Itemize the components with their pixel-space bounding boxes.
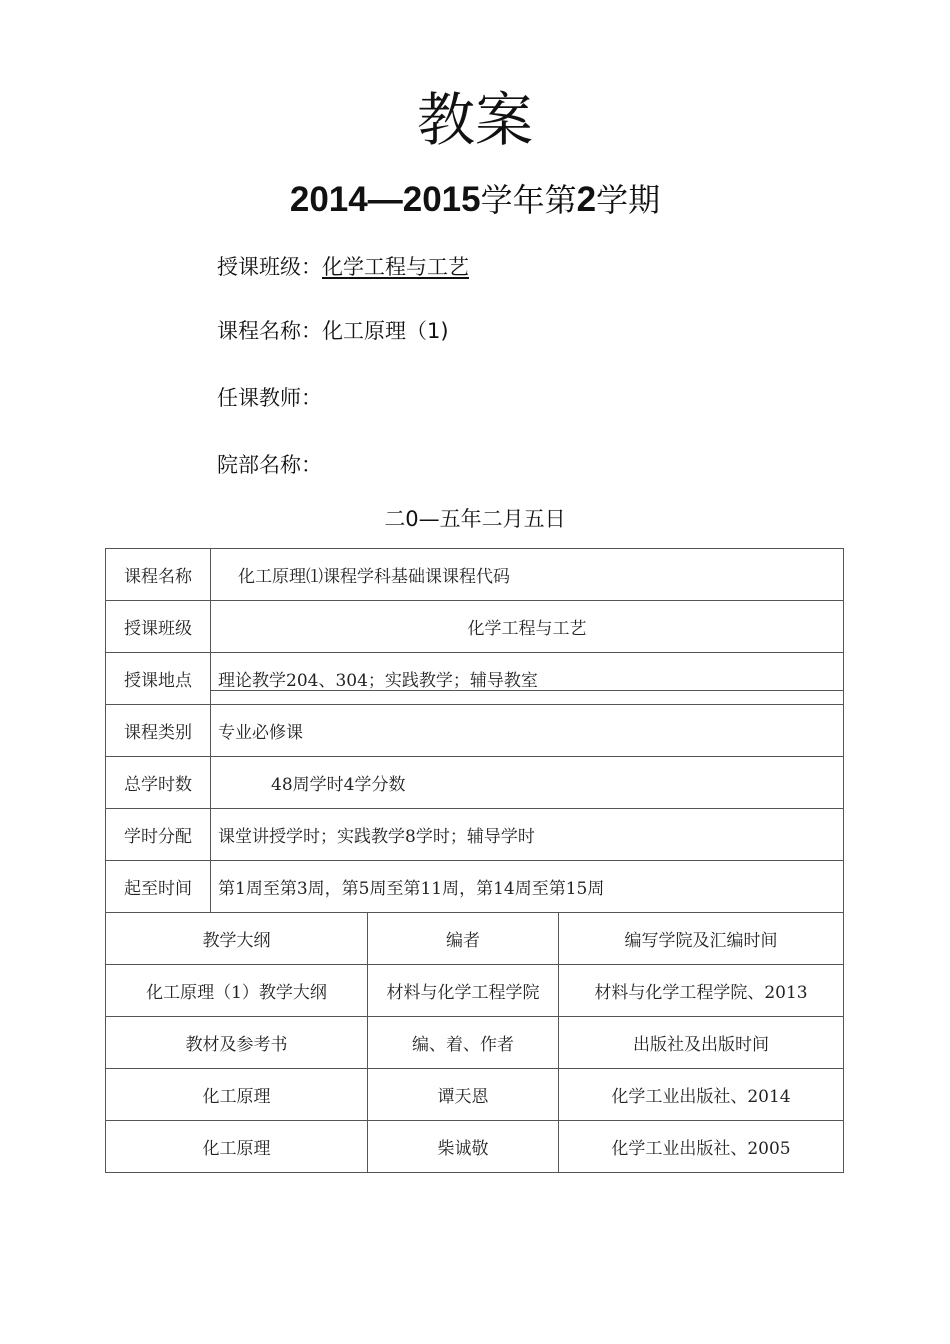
info-class-label: 授课班级： <box>217 255 322 279</box>
row-value: 专业必修课 <box>211 705 844 757</box>
table-row <box>106 549 844 601</box>
table-row <box>106 601 844 653</box>
info-teacher <box>217 383 322 413</box>
table-row <box>106 809 844 861</box>
term-text-end: 学期 <box>596 181 661 219</box>
table-cell: 化工原理 <box>106 1069 368 1121</box>
table-cell: 化学工业出版社、2005 <box>559 1121 844 1173</box>
table-header-row <box>106 1017 844 1069</box>
table-cell: 材料与化学工程学院、2013 <box>559 965 844 1017</box>
table-cell: 化工原理 <box>106 1121 368 1173</box>
info-course-label: 课程名称： <box>217 319 322 343</box>
location-text: 理论教学204、304；实践教学；辅导教室 <box>218 671 538 691</box>
row-label: 授课班级 <box>106 601 211 653</box>
document-title: 教案 <box>416 86 533 154</box>
academic-term <box>0 178 950 222</box>
info-class <box>217 252 469 282</box>
table-cell: 材料与化学工程学院 <box>368 965 559 1017</box>
row-label: 课程类别 <box>106 705 211 757</box>
column-header: 编、着、作者 <box>368 1017 559 1069</box>
term-years: 2014—2015 <box>289 180 481 219</box>
row-label: 总学时数 <box>106 757 211 809</box>
row-value: 48周学时4学分数 <box>211 757 844 809</box>
table-cell: 柴诚敬 <box>368 1121 559 1173</box>
column-header: 编写学院及汇编时间 <box>559 913 844 965</box>
table-row <box>106 965 844 1017</box>
row-value-location <box>211 653 844 705</box>
row-label: 学时分配 <box>106 809 211 861</box>
info-class-value: 化学工程与工艺 <box>322 255 469 279</box>
course-info-table <box>105 548 844 1173</box>
row-value: 化学工程与工艺 <box>211 601 844 653</box>
term-text-mid: 学年第 <box>480 181 577 219</box>
table-header-row <box>106 913 844 965</box>
column-header: 编者 <box>368 913 559 965</box>
row-label: 授课地点 <box>106 653 211 705</box>
table-cell: 谭天恩 <box>368 1069 559 1121</box>
row-value: 化工原理⑴课程学科基础课课程代码 <box>211 549 844 601</box>
table-row <box>106 1121 844 1173</box>
term-number: 2 <box>576 180 597 219</box>
table-cell: 化工原理（1）教学大纲 <box>106 965 368 1017</box>
row-value: 课堂讲授学时；实践教学8学时；辅导学时 <box>211 809 844 861</box>
info-teacher-label: 任课教师： <box>217 386 322 410</box>
row-value: 第1周至第3周，第5周至第11周，第14周至第15周 <box>211 861 844 913</box>
info-department-label: 院部名称： <box>217 453 322 477</box>
table-row <box>106 653 844 705</box>
table-cell: 化学工业出版社、2014 <box>559 1069 844 1121</box>
info-course-value: 化工原理（1) <box>322 319 449 343</box>
document-date: 二0—五年二月五日 <box>384 507 566 531</box>
row-label: 课程名称 <box>106 549 211 601</box>
column-header: 出版社及出版时间 <box>559 1017 844 1069</box>
column-header: 教学大纲 <box>106 913 368 965</box>
row-label: 起至时间 <box>106 861 211 913</box>
divider <box>211 690 843 691</box>
table-row <box>106 1069 844 1121</box>
table-row <box>106 757 844 809</box>
table-row <box>106 705 844 757</box>
info-department <box>217 450 322 480</box>
info-course <box>217 316 449 346</box>
table-row <box>106 861 844 913</box>
column-header: 教材及参考书 <box>106 1017 368 1069</box>
